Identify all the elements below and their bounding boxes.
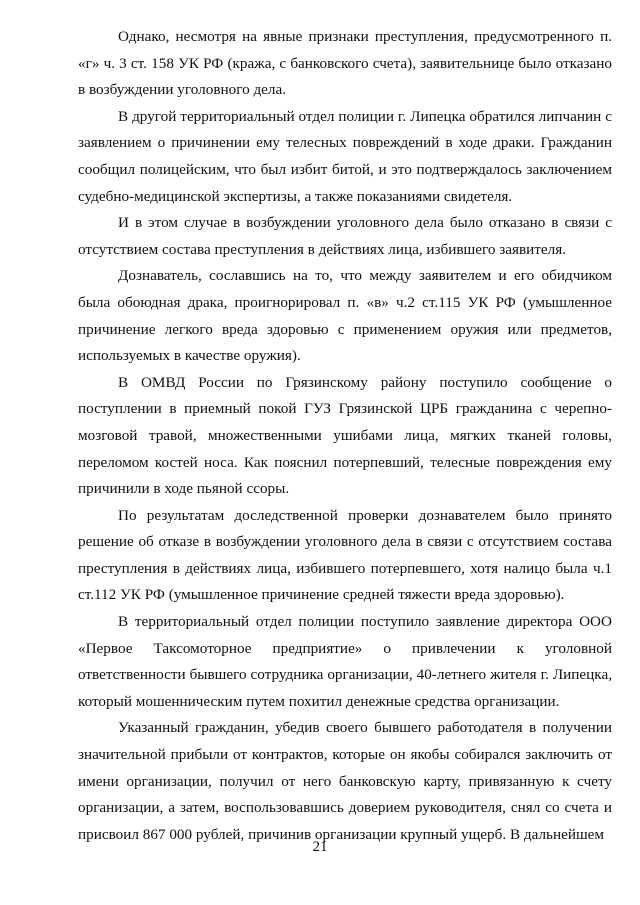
paragraph-3: И в этом случае в возбуждении уголовного дела было отказано в связи с отсутствием состава преступления в действиях лица, избившего заявителя. (78, 214, 612, 258)
paragraph-5: В ОМВД России по Грязинскому району поступило сообщение о поступлении в приемный покой ГУЗ Грязинской ЦРБ гражданина с черепно-мозговой травой, множественными ушибами лица, мягких тканей головы, переломом костей носа. Как пояснил потерпевший, телесные повреждения ему причинили в ходе пьяной ссоры. (78, 373, 612, 498)
paragraph-6: По результатам доследственной проверки дознавателем было принято решение об отказе в возбуждении уголовного дела в связи с отсутствием состава преступления в действиях лица, избившего потерпевшего, хотя налицо была ч.1 ст.112 УК РФ (умышленное причинение средней тяжести вреда здоровью). (78, 506, 612, 604)
paragraph-8: Указанный гражданин, убедив своего бывшего работодателя в получении значительной прибыли от контрактов, которые он якобы собирался заключить от имени организации, получил от него банковскую карту, привязанную к счету организации, а затем, воспользовавшись доверием руководителя, снял со счета и присвоил 867 000 рублей, причинив организации крупный ущерб. В дальнейшем (78, 719, 612, 843)
paragraph-7: В территориальный отдел полиции поступило заявление директора ООО «Первое Таксомоторное предприятие» о привлечении к уголовной ответственности бывшего сотрудника организации, 40-летнего жителя г. Липецка, который мошенническим путем похитил денежные средства организации. (78, 613, 612, 710)
paragraph-2: В другой территориальный отдел полиции г. Липецка обратился липчанин с заявлением о причинении ему телесных повреждений в ходе драки. Гражданин сообщил полицейским, что был избит битой, и это подтверждалось заключением судебно-медицинской экспертизы, а также показаниями свидетеля. (78, 107, 612, 205)
page-number: 21 (312, 839, 328, 855)
paragraph-4: Дознаватель, сославшись на то, что между заявителем и его обидчиком была обоюдная драка, проигнорировал п. «в» ч.2 ст.115 УК РФ (умышленное причинение легкого вреда здоровью с применением оружия или предметов, используемых в качестве оружия). (78, 267, 612, 365)
paragraph-1: Однако, несмотря на явные признаки преступления, предусмотренного п. «г» ч. 3 ст. 158 УК РФ (кража, с банковского счета), заявительнице было отказано в возбуждении уголовного дела. (78, 28, 612, 99)
body-text (78, 24, 612, 848)
